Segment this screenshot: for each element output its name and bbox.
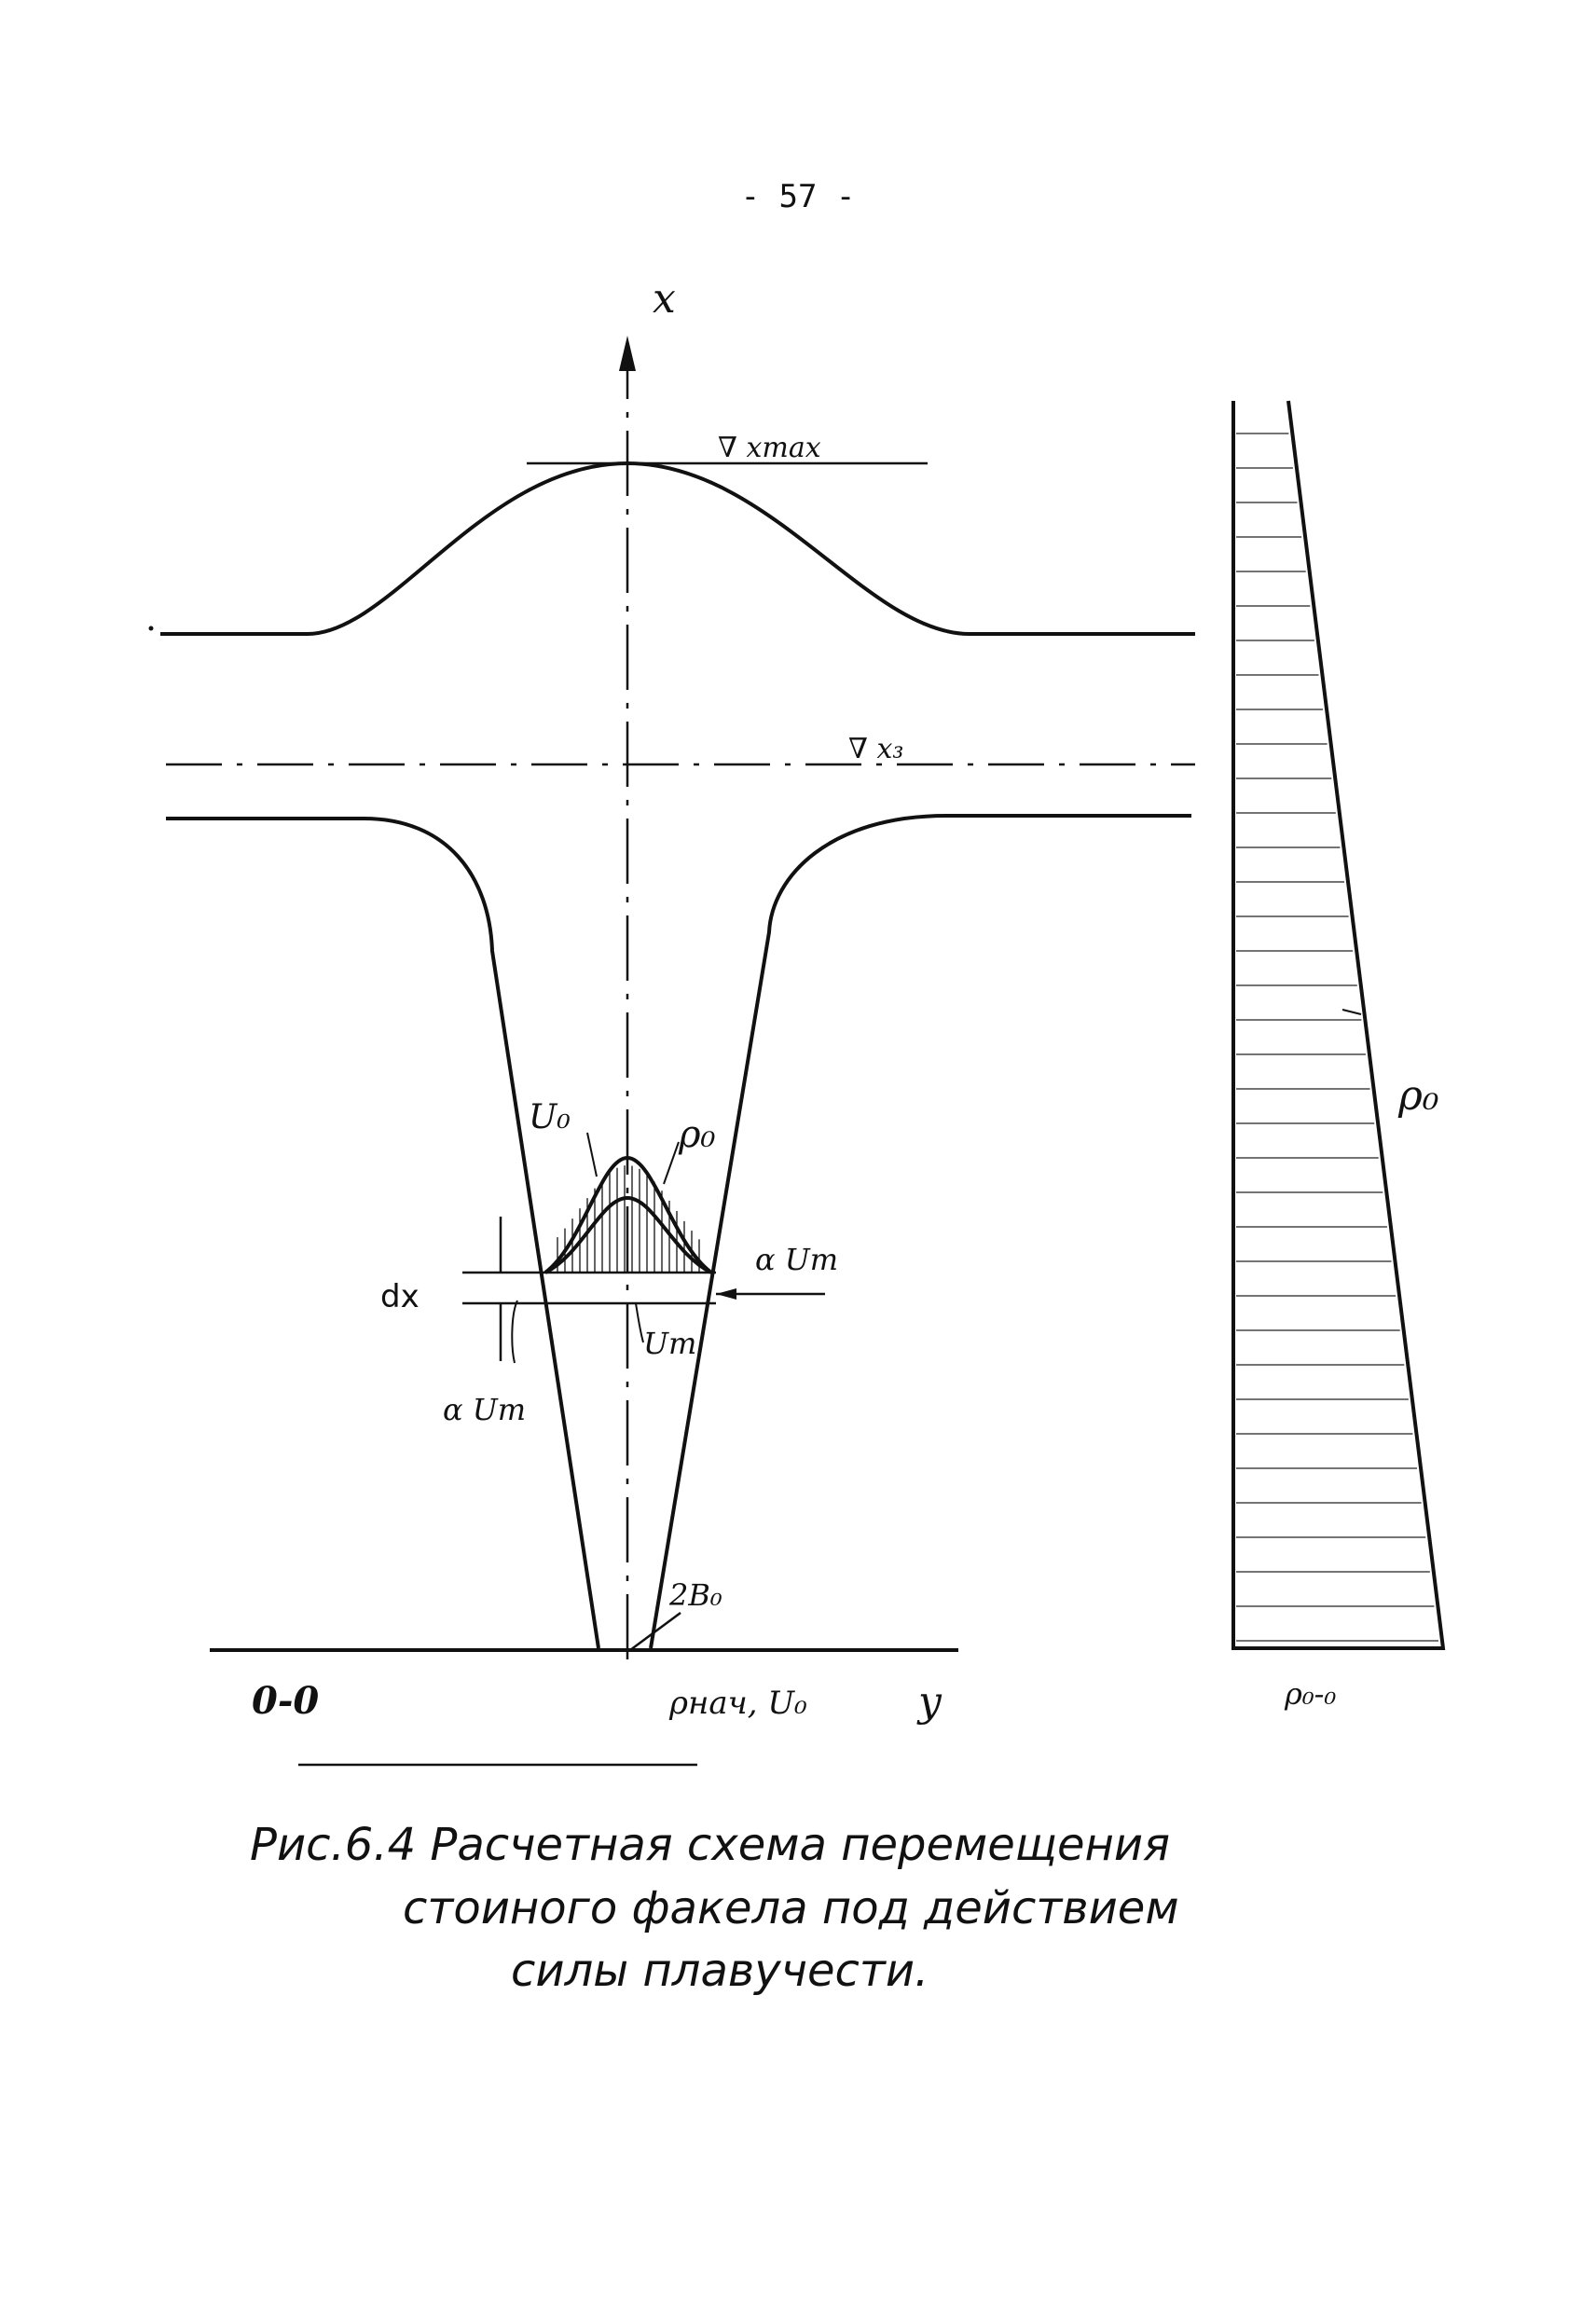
x-axis-arrow-icon <box>619 336 636 371</box>
page-number: - 57 - <box>740 178 856 215</box>
xmax-label: ∇ xmax <box>718 432 821 464</box>
u0-leader <box>587 1133 597 1177</box>
plume-left-wall <box>166 819 598 1648</box>
two-b0-label: 2B₀ <box>669 1577 722 1613</box>
plume-right-wall <box>651 816 1191 1648</box>
density-wedge <box>1233 401 1443 1648</box>
xs-label: ∇ x₃ <box>848 733 904 765</box>
dx-label: dx <box>380 1278 420 1315</box>
caption-line-3: силы плавучести. <box>511 1945 929 1997</box>
stray-dot <box>149 626 154 631</box>
um-leader <box>636 1303 643 1342</box>
rho-profile-label: ρ₀ <box>679 1113 716 1156</box>
um-label: Um <box>643 1326 697 1361</box>
x-axis-label: x <box>653 275 676 323</box>
rho-leader <box>664 1142 679 1184</box>
rho-right-label: ρ₀ <box>1398 1072 1439 1120</box>
caption-line-2: стоиного факела под действием <box>403 1882 1179 1934</box>
u0-label: U₀ <box>529 1098 571 1136</box>
origin-label: 0-0 <box>252 1679 320 1723</box>
density-wedge-hatching <box>1236 434 1438 1641</box>
alpha-um-right-arrow-icon <box>716 1288 736 1300</box>
alpha-um-right-label: α Um <box>755 1242 839 1277</box>
y-axis-label: y <box>918 1678 942 1726</box>
upper-bell-curve <box>160 463 1195 634</box>
alpha-um-left-label: α Um <box>443 1392 527 1427</box>
caption-line-1: Рис.6.4 Расчетная схема перемещения <box>250 1819 1170 1871</box>
wedge-tick <box>1342 1010 1361 1014</box>
rho-bottom-label: ρ₀-₀ <box>1285 1676 1337 1712</box>
bottom-values-label: ρнач, U₀ <box>669 1685 807 1722</box>
alpha-um-left-leader <box>512 1300 517 1363</box>
